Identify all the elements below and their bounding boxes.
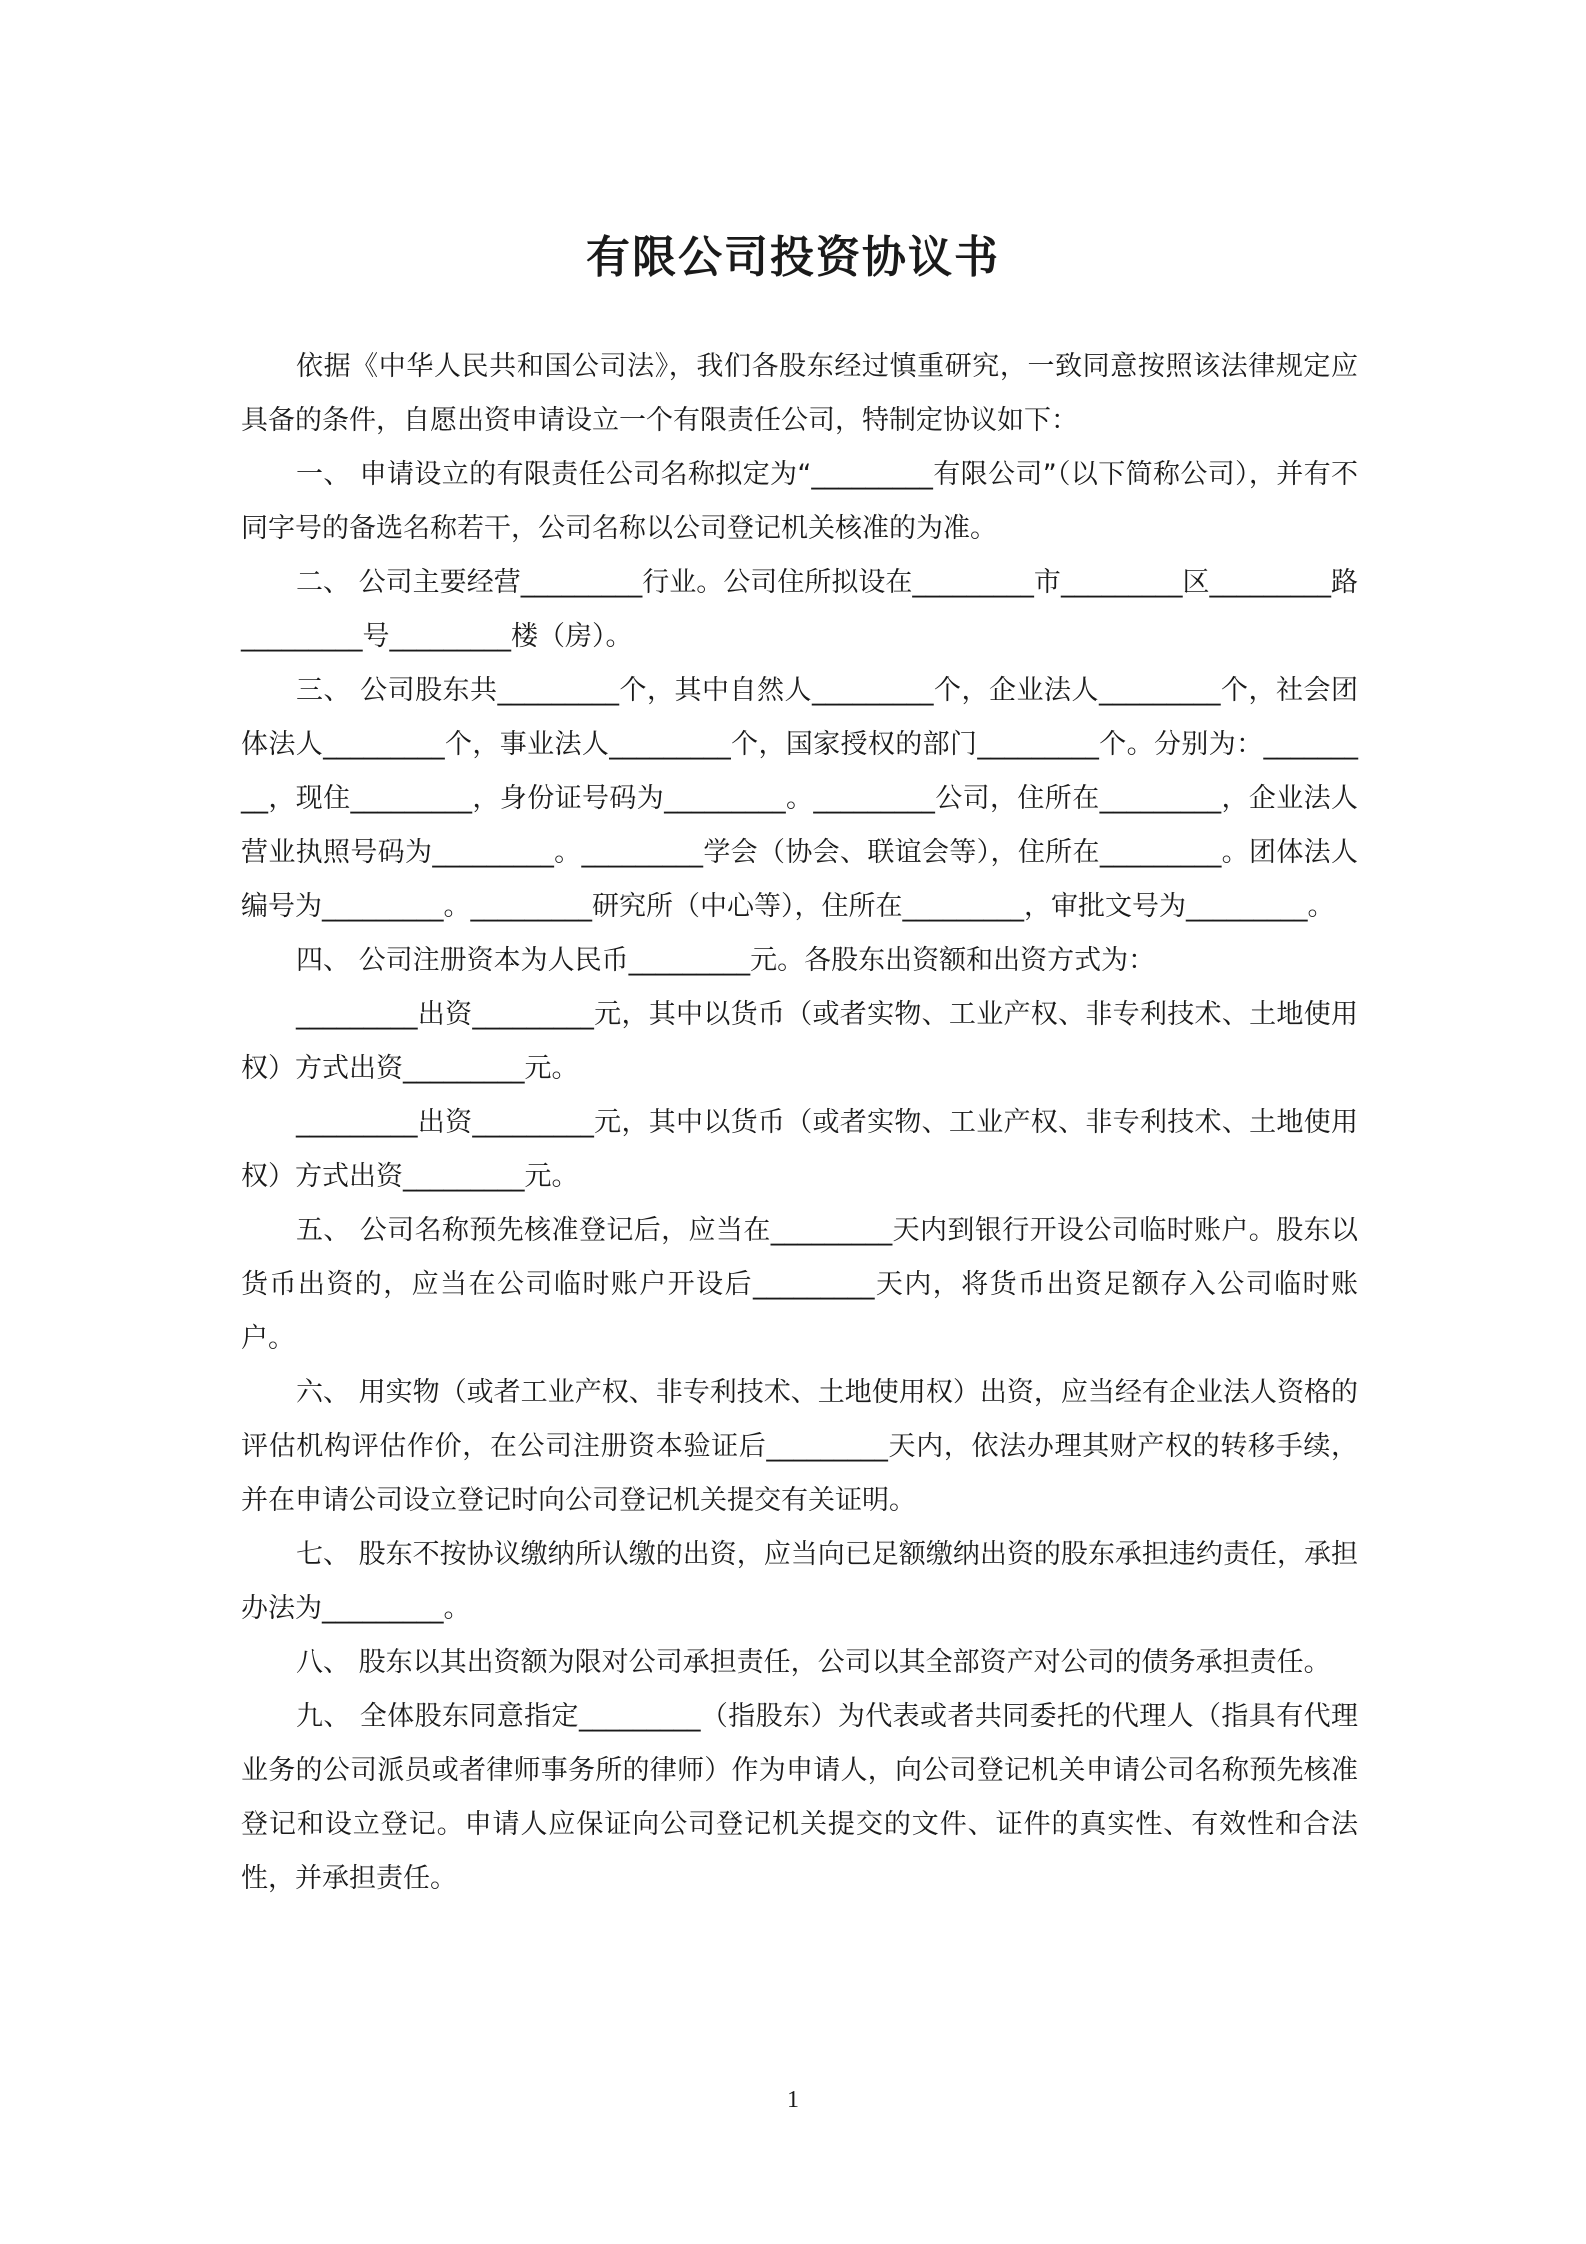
clause-9-applicant: 九、 全体股东同意指定_________（指股东）为代表或者共同委托的代理人（指具有代理业务的公司派员或者律师事务所的律师）作为申请人，向公司登记机关申请公司名称预先核准登记和设立登记。申请人应保证向公司登记机关提交的文件、证件的真实性、有效性和合法性，并承担责任。 bbox=[241, 1701, 1358, 1894]
clause-4-registered-capital: 四、 公司注册资本为人民币_________元。各股东出资额和出资方式为： bbox=[296, 945, 1156, 976]
clause-2-business-address: 二、 公司主要经营_________行业。公司住所拟设在_________市_________区_________路_________号_________楼（房）。 bbox=[241, 567, 1358, 652]
contribution-item-1: _________出资_________元，其中以货币（或者实物、工业产权、非专利技术、土地使用权）方式出资_________元。 bbox=[241, 999, 1358, 1084]
clause-7-default-liability: 七、 股东不按协议缴纳所认缴的出资，应当向已足额缴纳出资的股东承担违约责任，承担办法为_________。 bbox=[241, 1539, 1358, 1624]
clause-8-limited-liability: 八、 股东以其出资额为限对公司承担责任，公司以其全部资产对公司的债务承担责任。 bbox=[296, 1647, 1331, 1678]
preamble-paragraph: 依据《中华人民共和国公司法》，我们各股东经过慎重研究，一致同意按照该法律规定应具备的条件，自愿出资申请设立一个有限责任公司，特制定协议如下： bbox=[241, 351, 1358, 436]
clause-6-in-kind-contribution: 六、 用实物（或者工业产权、非专利技术、土地使用权）出资，应当经有企业法人资格的评估机构评估作价，在公司注册资本验证后_________天内，依法办理其财产权的转移手续，并在申请公司设立登记时向公司登记机关提交有关证明。 bbox=[241, 1377, 1358, 1516]
clause-5-bank-account: 五、 公司名称预先核准登记后，应当在_________天内到银行开设公司临时账户。股东以货币出资的，应当在公司临时账户开设后_________天内，将货币出资足额存入公司临时账户。 bbox=[241, 1215, 1358, 1354]
document-title: 有限公司投资协议书 bbox=[586, 232, 1000, 283]
page-number: 1 bbox=[787, 2087, 799, 2113]
contribution-item-2: _________出资_________元，其中以货币（或者实物、工业产权、非专利技术、土地使用权）方式出资_________元。 bbox=[241, 1107, 1358, 1192]
document-body bbox=[241, 340, 1358, 1906]
clause-3-shareholders: 三、 公司股东共_________个，其中自然人_________个，企业法人_________个，社会团体法人_________个，事业法人_________个，国家授权的部门_________个。分别为：_________，现住_________，身份证号码为_________。_________公司，住所在_________，企业法人营业执照号码为_________。_________学会（协会、联谊会等），住所在_________。团体法人编号为_________。_________研究所（中心等），住所在_________，审批文号为_________。 bbox=[241, 675, 1358, 922]
clause-1-company-name: 一、 申请设立的有限责任公司名称拟定为“_________有限公司”（以下简称公司），并有不同字号的备选名称若干，公司名称以公司登记机关核准的为准。 bbox=[241, 459, 1358, 544]
